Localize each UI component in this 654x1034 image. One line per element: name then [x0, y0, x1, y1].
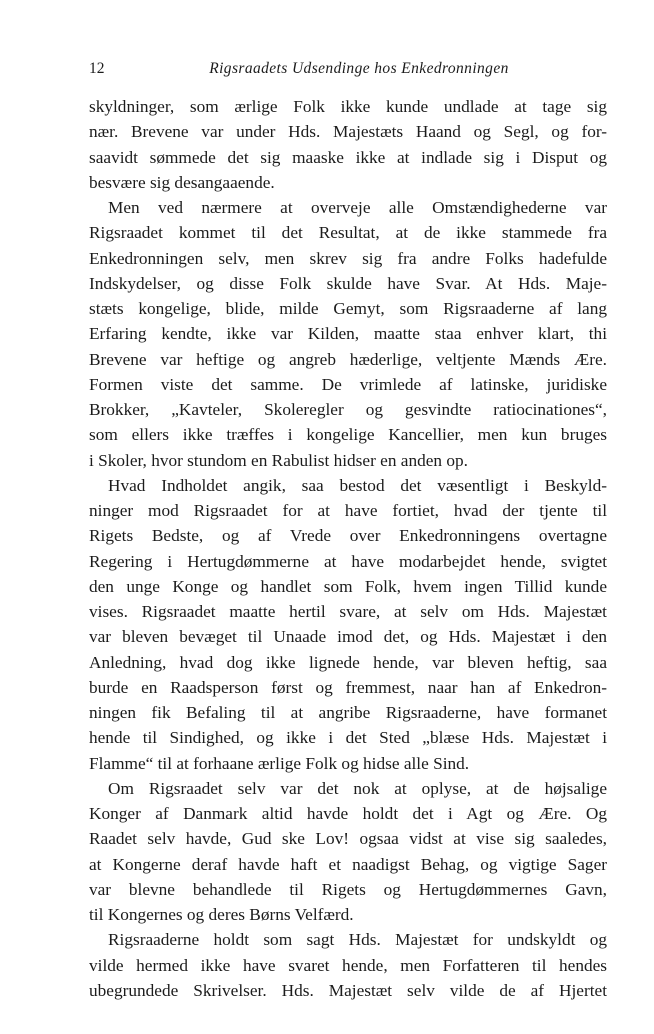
- text-line: Rigsraaderne holdt som sagt Hds. Majestæt for undskyldt og: [108, 930, 607, 950]
- text-line: skyldninger, som ærlige Folk ikke kunde undlade at tage sig: [89, 97, 607, 116]
- text-line: Indskydelser, og disse Folk skulde have Svar. At Hds. Maje-: [89, 273, 607, 293]
- body-text: [89, 94, 607, 1003]
- text-line: var blevne behandlede til Rigets og Hertugdømmernes Gavn,: [89, 879, 607, 899]
- text-line: til Kongernes og deres Børns Velfærd.: [89, 905, 354, 924]
- text-line: hende til Sindighed, og ikke i det Sted „blæse Hds. Majestæt i: [89, 728, 607, 748]
- text-line: Rigsraadet kommet til det Resultat, at de ikke stammede fra: [89, 223, 607, 243]
- page-number: 12: [89, 60, 105, 77]
- text-line: som ellers ikke træffes i kongelige Kancellier, men kun bruges: [89, 425, 607, 445]
- text-line: stæts kongelige, blide, milde Gemyt, som Rigsraaderne af lang: [89, 299, 607, 318]
- paragraph: [89, 195, 607, 473]
- text-line: saavidt sømmede det sig maaske ikke at indlade sig i Disput og: [89, 147, 607, 167]
- text-line: vises. Rigsraadet maatte hertil svare, at selv om Hds. Majestæt: [89, 602, 607, 621]
- text-line: Erfaring kendte, ikke var Kilden, maatte staa enhver klart, thi: [89, 324, 607, 344]
- text-line: Brevene var heftige og angreb hæderlige, veltjente Mænds Ære.: [89, 349, 607, 369]
- paragraph: [89, 927, 607, 1003]
- text-line: Enkedronningen selv, men skrev sig fra andre Folks hadefulde: [89, 248, 607, 268]
- paragraph: [89, 776, 607, 928]
- text-line: Konger af Danmark altid havde holdt det i Agt og Ære. Og: [89, 804, 607, 823]
- text-line: den unge Konge og handlet som Folk, hvem ingen Tillid kunde: [89, 576, 607, 596]
- text-line: ningen fik Befaling til at angribe Rigsraaderne, have formanet: [89, 703, 607, 722]
- text-line: Men ved nærmere at overveje alle Omstændighederne var: [108, 198, 607, 217]
- text-line: nær. Brevene var under Hds. Majestæts Haand og Segl, og for-: [89, 122, 607, 142]
- text-line: Rigets Bedste, og af Vrede over Enkedronningens overtagne: [89, 526, 607, 546]
- text-line: Raadet selv havde, Gud ske Lov! ogsaa vidst at vise sig saaledes,: [89, 829, 607, 849]
- paragraph: [89, 94, 607, 195]
- text-line: vilde hermed ikke have svaret hende, men Forfatteren til hendes: [89, 955, 607, 975]
- text-line: var bleven bevæget til Unaade imod det, og Hds. Majestæt i den: [89, 627, 607, 647]
- text-line: Brokker, „Kavteler, Skoleregler og gesvindte ratiocinationes“,: [89, 400, 607, 419]
- text-line: burde en Raadsperson først og fremmest, naar han af Enkedron-: [89, 677, 607, 697]
- text-line: Regering i Hertugdømmerne at have modarbejdet hende, svigtet: [89, 551, 607, 571]
- text-line: besvære sig desangaaende.: [89, 172, 275, 192]
- text-line: Formen viste det samme. De vrimlede af latinske, juridiske: [89, 374, 607, 394]
- text-line: Flamme“ til at forhaane ærlige Folk og hidse alle Sind.: [89, 753, 470, 773]
- text-line: Anledning, hvad dog ikke lignede hende, var bleven heftig, saa: [89, 652, 607, 672]
- text-line: ubegrundede Skrivelser. Hds. Majestæt selv vilde de af Hjertet: [89, 980, 607, 1000]
- running-title: Rigsraadets Udsendinge hos Enkedronningen: [209, 60, 509, 77]
- page-header: [89, 58, 607, 80]
- text-line: Hvad Indholdet angik, saa bestod det væsentligt i Beskyld-: [108, 475, 607, 495]
- text-line: ninger mod Rigsraadet for at have fortiet, hvad der tjente til: [89, 501, 607, 520]
- text-line: Om Rigsraadet selv var det nok at oplyse, at de højsalige: [108, 778, 607, 798]
- paragraph: [89, 473, 607, 776]
- text-line: at Kongerne deraf havde haft et naadigst Behag, og vigtige Sager: [89, 854, 607, 874]
- text-line: i Skoler, hvor stundom en Rabulist hidser en anden op.: [89, 450, 468, 470]
